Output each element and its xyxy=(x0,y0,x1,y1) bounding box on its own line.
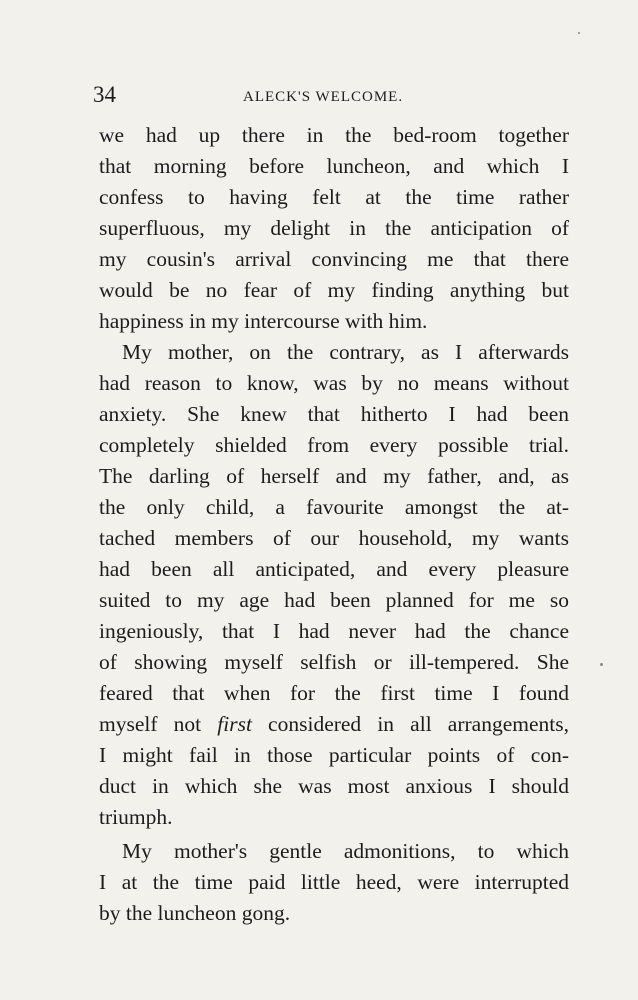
text-line: we had up there in the bed-room together xyxy=(99,123,569,147)
text-line: confess to having felt at the time rather xyxy=(99,185,569,209)
text-line: anxiety. She knew that hitherto I had been xyxy=(99,402,569,426)
text-line: had reason to know, was by no means without xyxy=(99,371,569,395)
paper-speck xyxy=(600,663,603,666)
text-line: My mother, on the contrary, as I afterwards xyxy=(122,340,569,364)
paragraph xyxy=(99,836,569,929)
emphasized-word: first xyxy=(217,712,252,736)
text-segment: considered in all arrangements, xyxy=(251,712,569,736)
text-line: tached members of our household, my wants xyxy=(99,526,569,550)
text-line: triumph. xyxy=(99,805,173,829)
text-line: the only child, a favourite amongst the at- xyxy=(99,495,569,519)
text-line: my cousin's arrival convincing me that there xyxy=(99,247,569,271)
text-line: My mother's gentle admonitions, to which xyxy=(122,839,569,863)
text-line: The darling of herself and my father, and, as xyxy=(99,464,569,488)
text-line: I might fail in those particular points of con- xyxy=(99,743,569,767)
text-line: had been all anticipated, and every pleasure xyxy=(99,557,569,581)
running-head xyxy=(93,80,571,110)
text-line: feared that when for the first time I found xyxy=(99,681,569,705)
text-line: happiness in my intercourse with him. xyxy=(99,309,428,333)
text-line: of showing myself selfish or ill-tempered. She xyxy=(99,650,569,674)
paper-speck xyxy=(578,32,580,34)
paragraph xyxy=(99,337,569,833)
paragraph xyxy=(99,120,569,337)
text-line: ingeniously, that I had never had the chance xyxy=(99,619,569,643)
text-line: superfluous, my delight in the anticipation of xyxy=(99,216,569,240)
text-line: by the luncheon gong. xyxy=(99,901,291,925)
text-line: that morning before luncheon, and which I xyxy=(99,154,569,178)
text-line: I at the time paid little heed, were interrupted xyxy=(99,870,569,894)
text-line: completely shielded from every possible trial. xyxy=(99,433,569,457)
text-line: suited to my age had been planned for me so xyxy=(99,588,569,612)
body-text xyxy=(99,120,569,929)
page-number: 34 xyxy=(93,82,116,107)
text-line: duct in which she was most anxious I should xyxy=(99,774,569,798)
text-line-with-emphasis xyxy=(99,709,569,740)
text-segment: myself not xyxy=(99,712,218,736)
text-line: would be no fear of my finding anything but xyxy=(99,278,569,302)
running-title: ALECK'S WELCOME. xyxy=(243,89,404,105)
